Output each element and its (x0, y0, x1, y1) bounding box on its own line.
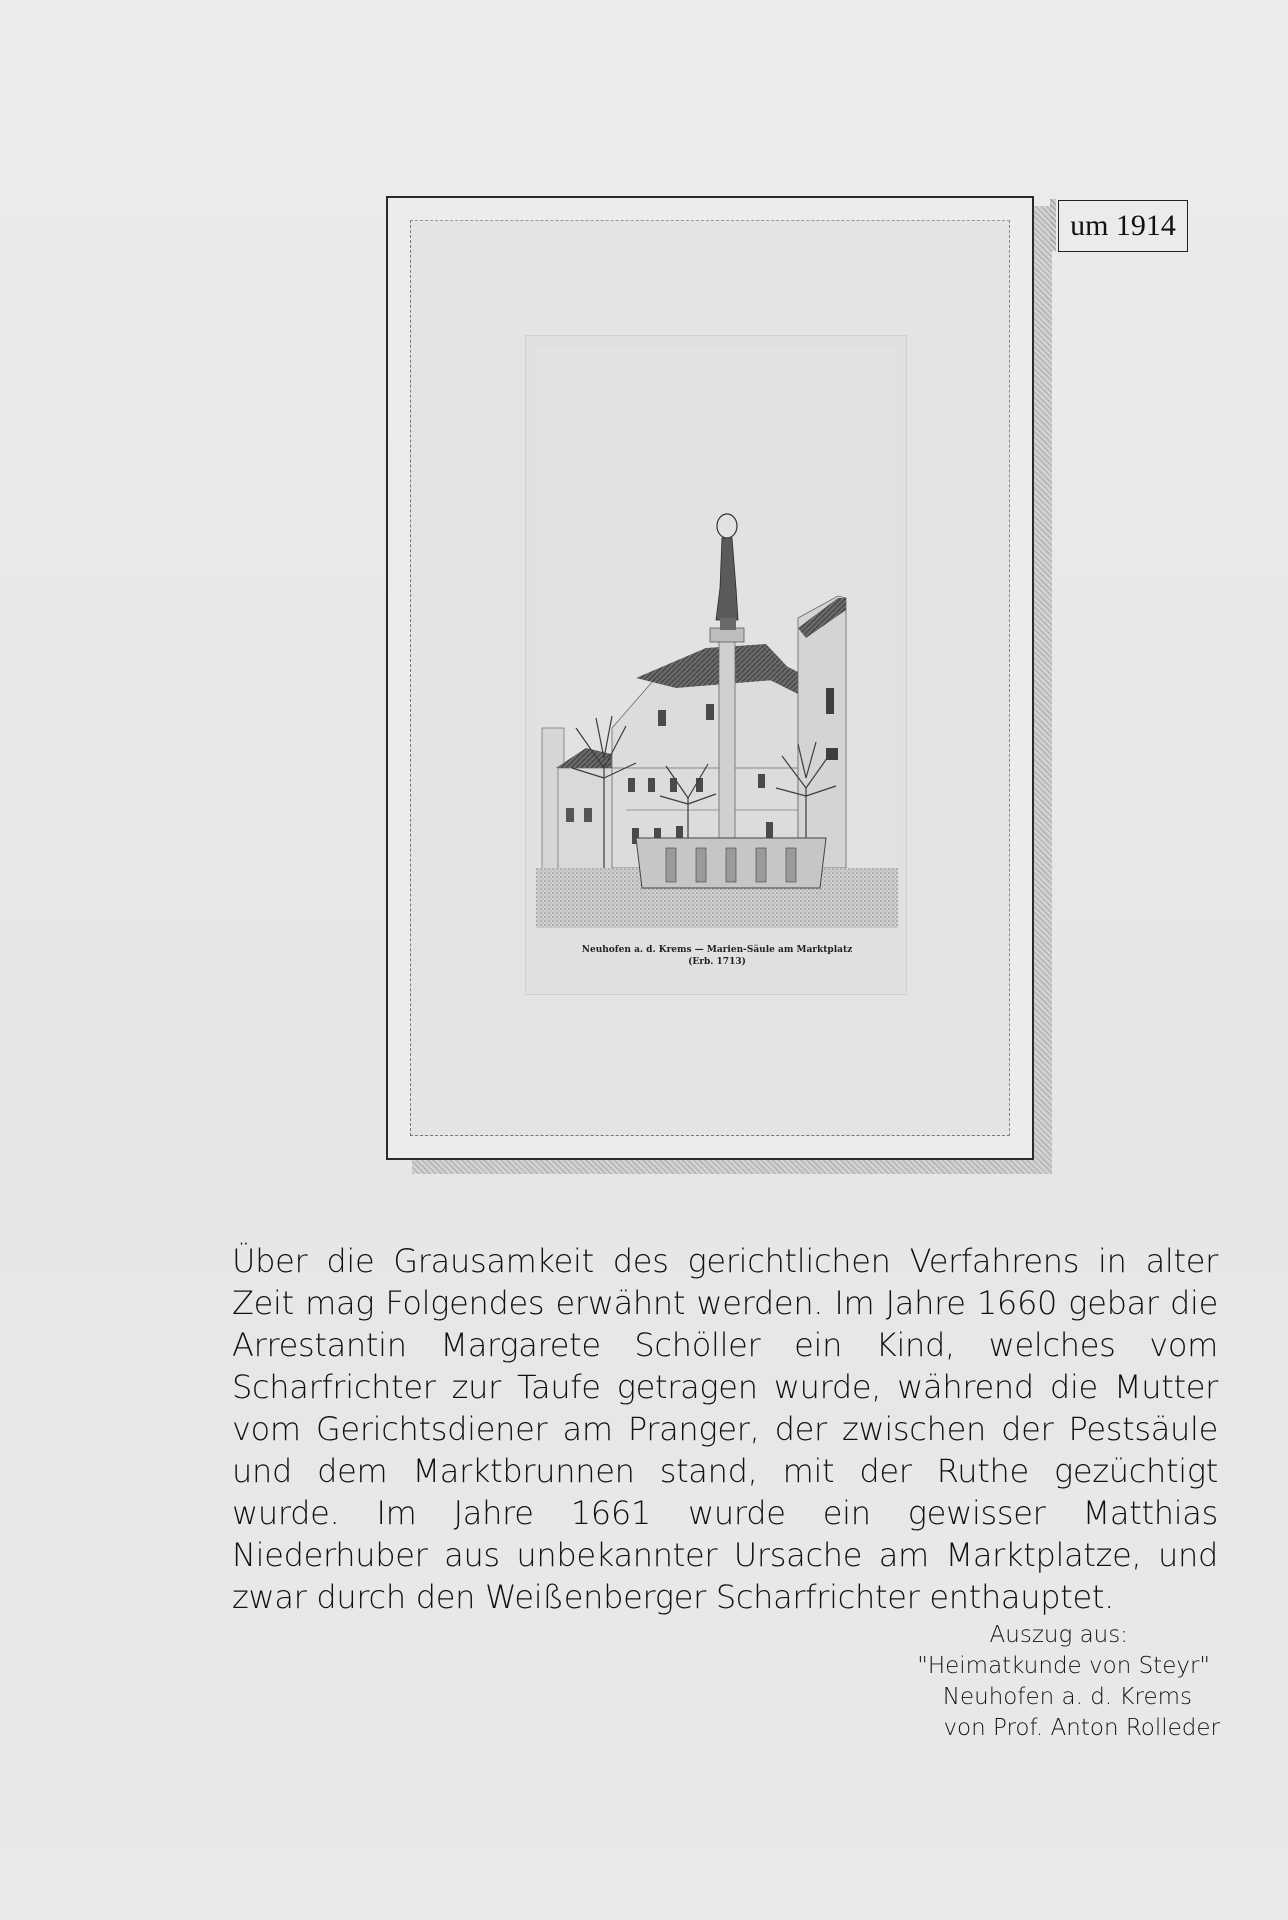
photo-caption (526, 944, 908, 968)
caption-line-1: Neuhofen a. d. Krems — Marien-Säule am Marktplatz (581, 945, 853, 955)
marian-column-photo (536, 348, 898, 928)
source-line-4: von Prof. Anton Rolleder (943, 1715, 1220, 1741)
source-line-2: "Heimatkunde von Steyr" (917, 1653, 1210, 1679)
source-line-1: Auszug aus: (989, 1622, 1128, 1648)
body-text: Über die Grausamkeit des gerichtlichen Verfahrens in alter Zeit mag Folgendes erwähnt werden. Im Jahre 1660 gebar die Arrestantin Margarete Schöller ein Kind, welches vom Scharfrichter zur Taufe getragen wurde, während die Mutter vom Gerichtsdiener am Pranger, der zwischen der Pestsäule und dem Marktbrunnen stand, mit der Ruthe gezüchtigt wurde. Im Jahre 1661 wurde ein gewisser Matthias Niederhuber aus unbekannter Ursache am Marktplatze, und zwar durch den Weißenberger Scharfrichter enthauptet. (232, 1242, 1218, 1616)
source-citation (800, 1620, 1220, 1744)
caption-line-2: (Erb. 1713) (688, 957, 746, 967)
postcard-frame (386, 196, 1034, 1160)
historic-photo (536, 348, 898, 928)
date-label: um 1914 (1058, 200, 1188, 252)
photo-mount (525, 335, 907, 995)
postcard (410, 220, 1010, 1136)
source-line-3: Neuhofen a. d. Krems (942, 1684, 1192, 1710)
